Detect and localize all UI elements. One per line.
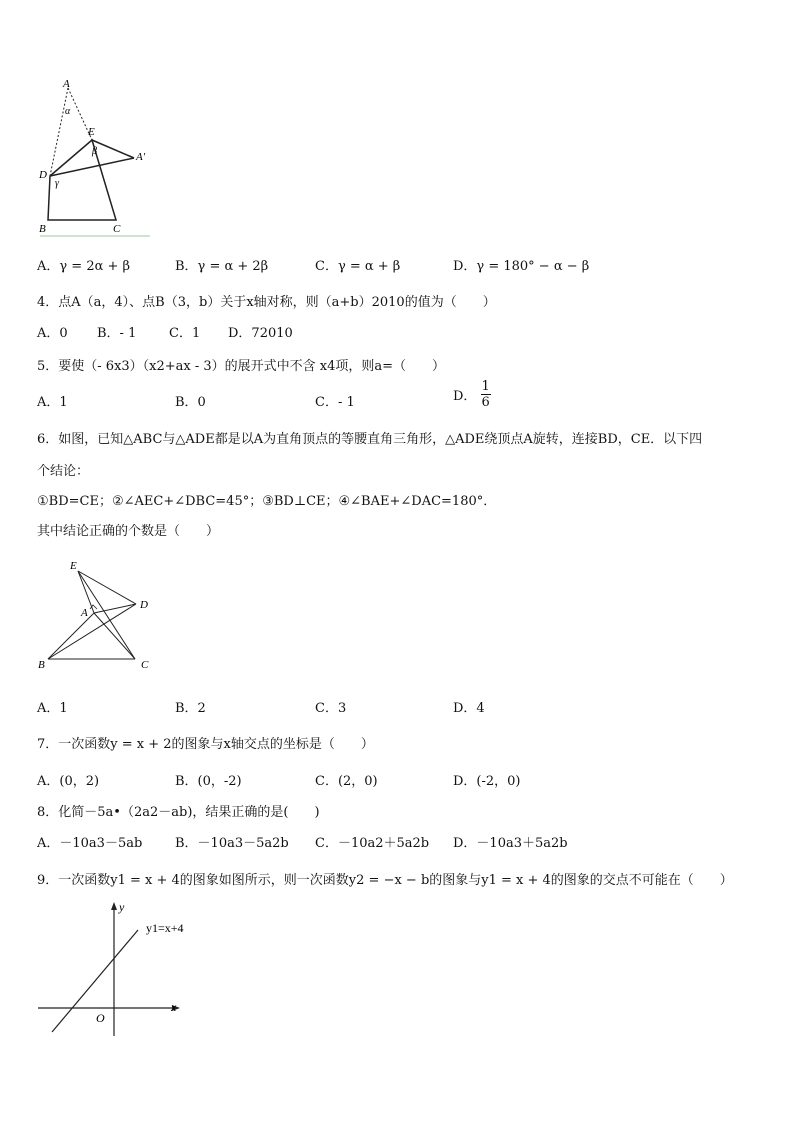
q6-label-B: B bbox=[38, 659, 45, 671]
q9-stem: 9．一次函数y1 = x + 4的图象如图所示，则一次函数y2 = −x − b的图象与y1 = x + 4的图象的交点不可能在（ ） bbox=[37, 873, 733, 888]
q6-figure bbox=[30, 556, 160, 676]
q7-option-a[interactable]: A．(0，2) bbox=[37, 774, 100, 789]
q7-stem: 7．一次函数y = x + 2的图象与x轴交点的坐标是（ ） bbox=[37, 737, 374, 752]
q6-option-b[interactable]: B．2 bbox=[175, 701, 206, 716]
q5-stem: 5．要使（- 6x3）（x2+ax - 3）的展开式中不含 x4项，则a=（ ） bbox=[37, 359, 446, 374]
q7-option-b[interactable]: B．(0，-2) bbox=[175, 774, 242, 789]
q5-option-c[interactable]: C．- 1 bbox=[315, 395, 355, 410]
q5-frac-numerator: 1 bbox=[481, 379, 490, 394]
q4-option-b[interactable]: B．- 1 bbox=[97, 326, 137, 341]
q4-option-a[interactable]: A．0 bbox=[37, 326, 68, 341]
q8-option-b[interactable]: B．－10a3－5a2b bbox=[175, 836, 289, 851]
q6-label-E: E bbox=[70, 560, 77, 572]
q3-figure bbox=[30, 78, 160, 240]
q5-option-b[interactable]: B．0 bbox=[175, 395, 206, 410]
q5-option-d-label: D． bbox=[453, 389, 477, 404]
q9-graph bbox=[30, 896, 210, 1042]
q8-option-c[interactable]: C．－10a2＋5a2b bbox=[315, 836, 430, 851]
q6-stem-line2: 个结论： bbox=[37, 464, 90, 479]
q4-stem: 4．点A（a，4）、点B（3，b）关于x轴对称，则（a+b）2010的值为（ ） bbox=[37, 295, 496, 310]
q5-frac-denominator: 6 bbox=[481, 395, 490, 410]
q3-option-d[interactable]: D．γ = 180° − α − β bbox=[453, 259, 590, 274]
q6-option-a[interactable]: A．1 bbox=[37, 701, 68, 716]
q3-label-B: B bbox=[39, 223, 46, 235]
q3-label-beta: β bbox=[92, 146, 97, 157]
q6-option-c[interactable]: C．3 bbox=[315, 701, 347, 716]
q6-label-C: C bbox=[141, 659, 149, 671]
q3-option-a[interactable]: A．γ = 2α + β bbox=[37, 259, 131, 274]
q4-option-c[interactable]: C．1 bbox=[169, 326, 201, 341]
q3-label-E: E bbox=[88, 126, 95, 138]
q7-option-c[interactable]: C．(2，0) bbox=[315, 774, 378, 789]
q3-label-C: C bbox=[113, 223, 121, 235]
q7-option-d[interactable]: D．(-2，0) bbox=[453, 774, 521, 789]
q6-option-d[interactable]: D．4 bbox=[453, 701, 485, 716]
q9-label-x: x bbox=[171, 1000, 177, 1014]
q3-label-alpha: α bbox=[65, 106, 71, 117]
q3-label-A: A bbox=[63, 78, 70, 90]
q6-conclusions: ①BD=CE；②∠AEC+∠DBC=45°；③BD⊥CE；④∠BAE+∠DAC=180°． bbox=[37, 494, 497, 509]
q3-option-b[interactable]: B．γ = α + 2β bbox=[175, 259, 269, 274]
q3-label-a-prime: A′ bbox=[136, 151, 146, 163]
q4-option-d[interactable]: D．72010 bbox=[228, 326, 293, 341]
q5-option-d[interactable] bbox=[453, 379, 491, 410]
q9-label-origin: O bbox=[96, 1011, 105, 1025]
q8-option-d[interactable]: D．－10a3＋5a2b bbox=[453, 836, 568, 851]
q3-option-c[interactable]: C．γ = α + β bbox=[315, 259, 401, 274]
q5-option-d-fraction bbox=[481, 379, 491, 410]
q6-stem-line3: 其中结论正确的个数是（ ） bbox=[37, 524, 220, 539]
q6-stem-line1: 6．如图，已知△ABC与△ADE都是以A为直角顶点的等腰直角三角形，△ADE绕顶点A旋转，连接BD，CE．以下四 bbox=[37, 432, 703, 447]
q6-label-D: D bbox=[140, 599, 148, 611]
q9-line-label: y1=x+4 bbox=[146, 921, 184, 935]
q3-label-gamma: γ bbox=[55, 178, 59, 189]
q6-label-A: A bbox=[81, 607, 88, 619]
q8-stem: 8．化简－5a•（2a2－ab)，结果正确的是( ) bbox=[37, 805, 320, 820]
q5-option-a[interactable]: A．1 bbox=[37, 395, 68, 410]
q9-label-y: y bbox=[119, 900, 125, 914]
q8-option-a[interactable]: A．－10a3－5ab bbox=[37, 836, 143, 851]
q3-label-D: D bbox=[39, 169, 47, 181]
